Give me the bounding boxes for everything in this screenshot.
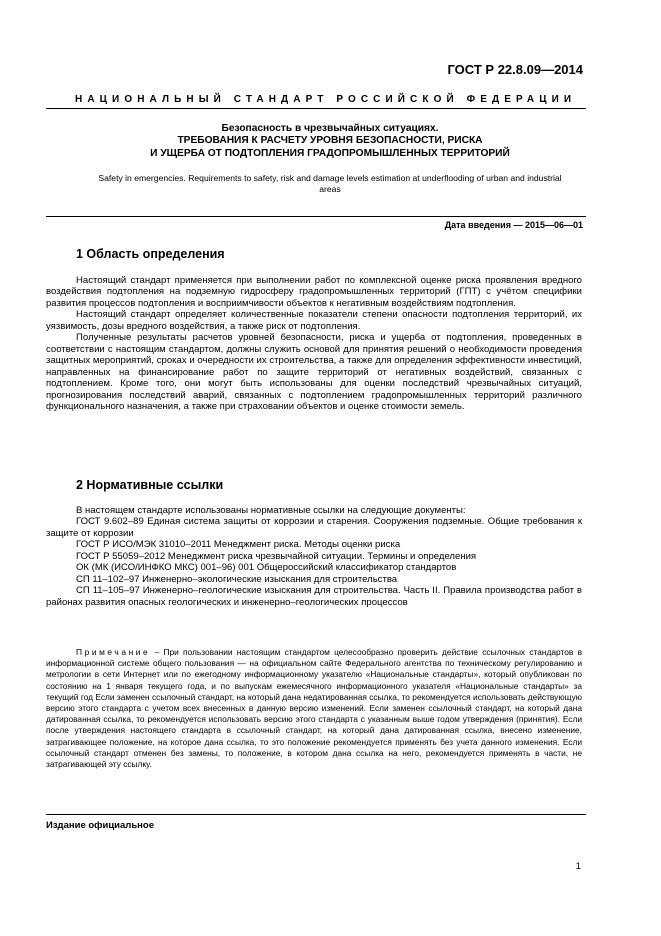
note-text: – При пользовании настоящим стандартом целесообразно проверить действие ссылочных стандартов в информационной системе общего пользования — на официальном сайте Федерального агентства по техническому регулированию и метрологии в сети Интернет или по ежегодному информационному указателю «Национальные стандарты», который опубликован по состоянию на 1 января текущего года, и по выпускам ежемесячного информационного указателя «Национальные стандарты» за текущий год Если заменен ссылочный стандарт, на который дана недатированная ссылка, то рекомендуется использовать действующую версию этого стандарта с учетом всех внесенных в данную версию изменений. Если заменен ссылочный стандарт, на который дана датированная ссылка, то рекомендуется использовать версию этого стандарта с указанным выше годом утверждения (принятия). Если после утверждения настоящего стандарта в ссылочный стандарт, на который дана датированная ссылка, внесено изменение, затрагивающее положение, на которое дана ссылка, то это положение рекомендуется применять без учета данного изменения. Если ссылочный стандарт отменен без замены, то положение, в котором дана ссылка на него, рекомендуется применять в части, не затрагивающей эту ссылку. — [46, 647, 582, 770]
document-code: ГОСТ Р 22.8.09—2014 — [447, 62, 583, 77]
standard-title — [70, 123, 590, 160]
reference-item: В настоящем стандарте использованы нормативные ссылки на следующие документы: — [76, 505, 466, 516]
section-2-body — [46, 505, 582, 608]
national-standard-banner: НАЦИОНАЛЬНЫЙ СТАНДАРТ РОССИЙСКОЙ ФЕДЕРАЦИИ — [75, 94, 577, 105]
page-number: 1 — [575, 861, 581, 872]
footer-divider — [46, 814, 586, 815]
reference-item: ОК (МК (ИСО/ИНФКО МКС) 001–96) 001 Общероссийский классификатор стандартов — [76, 562, 457, 574]
section-1-paragraph: Настоящий стандарт применяется при выполнении работ по комплексной оценке риска проявления вредного воздействия подтопления на подземную гидросферу градопромышленных территорий (ГПТ) с учётом специфики развития процессов подтопления и восприимчивости объектов к негативным воздействиям подтопления. — [46, 275, 582, 309]
reference-item: СП 11–102–97 Инженерно–экологические изыскания для строительства — [76, 573, 398, 585]
official-edition-label: Издание официальное — [46, 820, 154, 831]
introduction-date: Дата введения — 2015—06—01 — [444, 220, 583, 230]
title-line-1: Безопасность в чрезвычайных ситуациях. — [221, 123, 439, 134]
reference-item: СП 11–105–97 Инженерно–геологические изыскания для строительства. Часть II. Правила производства работ в районах развития опасных геологических и инженерно–геологических процессов — [46, 585, 582, 608]
top-divider — [46, 108, 586, 109]
reference-item: ГОСТ 9.602–89 Единая система защиты от коррозии и старения. Сооружения подземные. Общие требования к защите от коррозии — [46, 516, 582, 539]
section-1-paragraph: Полученные результаты расчетов уровней безопасности, риска и ущерба от подтопления, проведенных в соответствии с настоящим стандартом, должны служить основой для принятия решений о необходимости проведения защитных мероприятий, сроках и очередности их строительства, а также для определения эффективности инвестиций, направленных на финансирование работ по защите территорий от негативных воздействий, связанных с подтоплением. Кроме того, они могут быть использованы для оценки последствий чрезвычайных ситуаций, прогнозирования последствий аварий, связанных с подтоплением градопромышленных территорий различного функционального назначения, а также при страховании объектов и оценке стоимости земель. — [46, 332, 582, 412]
section-1-heading: 1 Область определения — [76, 247, 225, 261]
title-divider — [46, 216, 586, 217]
title-line-2: ТРЕБОВАНИЯ К РАСЧЕТУ УРОВНЯ БЕЗОПАСНОСТИ, РИСКА — [177, 135, 483, 147]
title-line-3: И УЩЕРБА ОТ ПОДТОПЛЕНИЯ ГРАДОПРОМЫШЛЕННЫХ ТЕРРИТОРИЙ — [150, 147, 510, 159]
english-title: Safety in emergencies. Requirements to safety, risk and damage levels estimation at underflooding of urban and industrial areas — [98, 173, 562, 194]
section-2-heading: 2 Нормативные ссылки — [76, 478, 224, 492]
reference-item: ГОСТ Р ИСО/МЭК 31010–2011 Менеджмент риска. Методы оценки риска — [76, 539, 401, 551]
note-block — [46, 647, 582, 770]
section-1-body — [46, 275, 582, 412]
section-1-paragraph: Настоящий стандарт определяет количественные показатели степени опасности подтопления территорий, их уязвимость, дозы вредного воздействия, а также риск от подтопления. — [46, 309, 582, 332]
note-label: Примечание — [76, 647, 151, 657]
reference-item: ГОСТ Р 55059–2012 Менеджмент риска чрезвычайной ситуации. Термины и определения — [76, 550, 477, 562]
